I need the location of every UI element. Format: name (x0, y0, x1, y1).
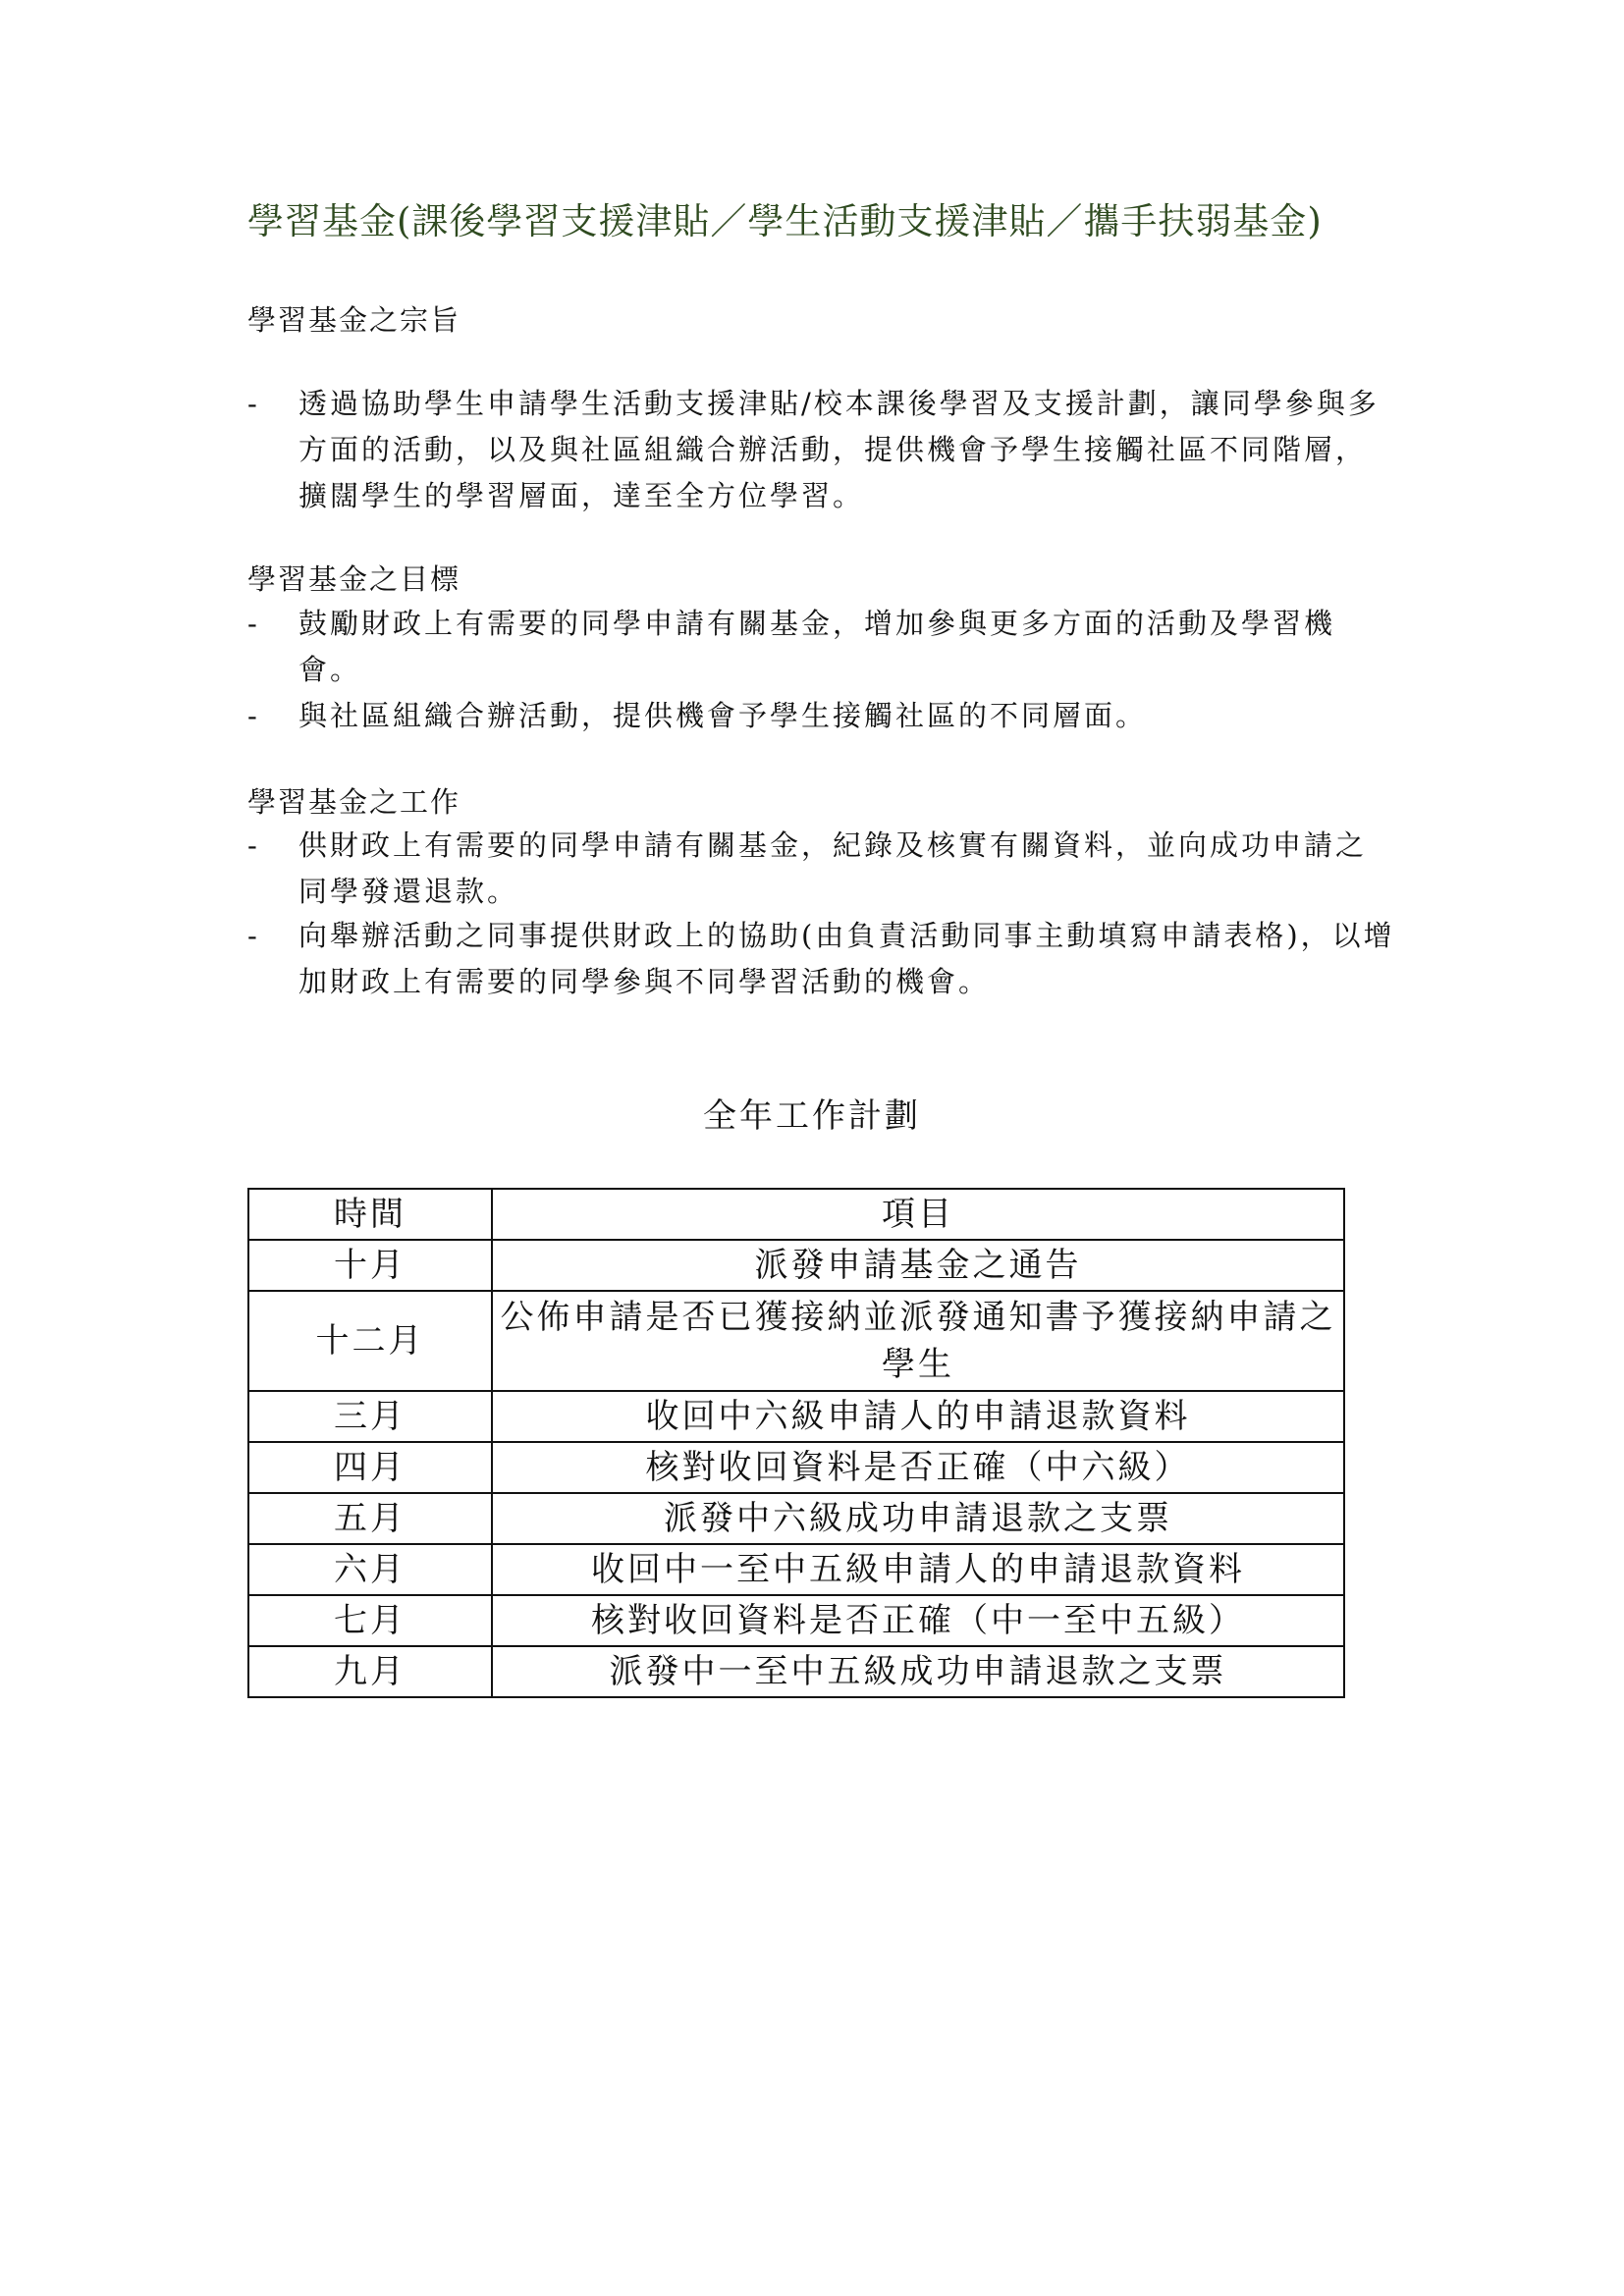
row-time: 十月 (248, 1240, 492, 1291)
table-row (248, 1442, 1344, 1493)
row-time: 五月 (248, 1493, 492, 1544)
document-title: 學習基金(課後學習支援津貼／學生活動支援津貼／攜手扶弱基金) (247, 200, 1323, 242)
header-time: 時間 (248, 1189, 492, 1240)
work-item-1 (247, 823, 1396, 915)
work-item-2 (247, 913, 1396, 1005)
row-item: 派發中六級成功申請退款之支票 (492, 1493, 1344, 1544)
goal-item-2 (247, 693, 1396, 739)
bullet-marker: - (247, 828, 260, 862)
goal-item-text: 鼓勵財政上有需要的同學申請有關基金，增加參與更多方面的活動及學習機會。 (298, 607, 1336, 686)
row-item: 公佈申請是否已獲接納並派發通知書予獲接納申請之學生 (492, 1291, 1344, 1391)
goal-item-1 (247, 601, 1396, 693)
section-heading-goals: 學習基金之目標 (247, 562, 461, 596)
work-item-text: 向舉辦活動之同事提供財政上的協助(由負責活動同事主動填寫申請表格)，以增加財政上有需要的同學參與不同學習活動的機會。 (298, 919, 1395, 998)
section-heading-purpose: 學習基金之宗旨 (247, 303, 461, 337)
goal-item-text: 與社區組織合辦活動，提供機會予學生接觸社區的不同層面。 (298, 699, 1148, 732)
row-item: 派發中一至中五級成功申請退款之支票 (492, 1646, 1344, 1697)
row-item: 收回中一至中五級申請人的申請退款資料 (492, 1544, 1344, 1595)
row-time: 四月 (248, 1442, 492, 1493)
bullet-marker: - (247, 387, 260, 420)
row-time: 十二月 (248, 1291, 492, 1391)
header-item: 項目 (492, 1189, 1344, 1240)
row-time: 六月 (248, 1544, 492, 1595)
table-header-row (248, 1189, 1344, 1240)
row-item: 核對收回資料是否正確（中六級） (492, 1442, 1344, 1493)
bullet-marker: - (247, 607, 260, 640)
bullet-marker: - (247, 919, 260, 952)
table-row (248, 1493, 1344, 1544)
work-item-text: 供財政上有需要的同學申請有關基金，紀錄及核實有關資料，並向成功申請之同學發還退款。 (298, 828, 1368, 908)
plan-title: 全年工作計劃 (703, 1096, 921, 1136)
bullet-marker: - (247, 699, 260, 732)
table-row (248, 1240, 1344, 1291)
purpose-item-text: 透過協助學生申請學生活動支援津貼/校本課後學習及支援計劃，讓同學參與多方面的活動，以及與社區組織合辦活動，提供機會予學生接觸社區不同階層，擴闊學生的學習層面，達至全方位學習。 (298, 387, 1380, 512)
table-row (248, 1595, 1344, 1646)
section-heading-work: 學習基金之工作 (247, 785, 461, 819)
purpose-item-1 (247, 381, 1396, 519)
row-item: 派發申請基金之通告 (492, 1240, 1344, 1291)
row-item: 收回中六級申請人的申請退款資料 (492, 1391, 1344, 1442)
row-item: 核對收回資料是否正確（中一至中五級） (492, 1595, 1344, 1646)
table-row (248, 1544, 1344, 1595)
row-time: 三月 (248, 1391, 492, 1442)
row-time: 九月 (248, 1646, 492, 1697)
table-row (248, 1646, 1344, 1697)
table-row (248, 1391, 1344, 1442)
annual-plan-table (247, 1188, 1345, 1698)
row-time: 七月 (248, 1595, 492, 1646)
table-row (248, 1291, 1344, 1391)
